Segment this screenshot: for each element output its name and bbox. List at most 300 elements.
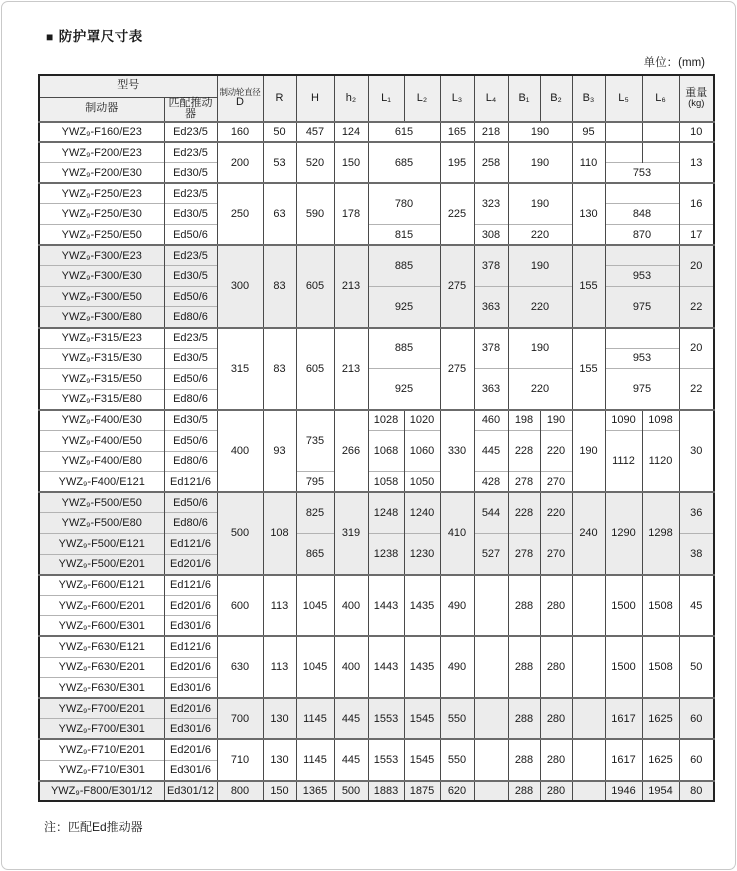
cell-value: 630 <box>217 636 263 698</box>
cell-value: 218 <box>474 122 508 143</box>
cell-model: YWZ₉-F200/E30 <box>39 163 164 184</box>
cell-value: 165 <box>440 122 474 143</box>
cell-thruster: Ed50/6 <box>164 225 217 246</box>
cell-value: 1248 <box>368 492 404 533</box>
cell-value: 155 <box>572 245 605 327</box>
cell-thruster: Ed121/6 <box>164 636 217 657</box>
cell-value: 445 <box>474 431 508 472</box>
cell-thruster: Ed121/6 <box>164 533 217 554</box>
cell-model: YWZ₉-F710/E201 <box>39 739 164 760</box>
cell-value <box>642 142 679 163</box>
cell-model: YWZ₉-F250/E50 <box>39 225 164 246</box>
cell-value: 1045 <box>296 636 334 698</box>
cell-value: 213 <box>334 245 368 327</box>
table-row <box>39 431 714 452</box>
cell-value: 228 <box>508 492 540 533</box>
cell-model: YWZ₉-F500/E121 <box>39 533 164 554</box>
table-row <box>39 781 714 802</box>
cell-value: 753 <box>605 163 679 184</box>
cell-value: 1946 <box>605 781 642 802</box>
cell-value <box>605 328 679 349</box>
cell-value: 1435 <box>404 636 440 698</box>
cell-value: 22 <box>679 286 714 327</box>
col-header-B2: B₂ <box>540 75 572 122</box>
cell-value: 550 <box>440 698 474 739</box>
cell-value: 925 <box>368 369 440 410</box>
table-row <box>39 369 714 390</box>
cell-value: 410 <box>440 492 474 574</box>
cell-value: 363 <box>474 369 508 410</box>
cell-value: 1553 <box>368 698 404 739</box>
cell-thruster: Ed23/5 <box>164 142 217 163</box>
col-header-H: H <box>296 75 334 122</box>
cell-value: 30 <box>679 410 714 492</box>
cell-value: 190 <box>572 410 605 492</box>
cell-value: 457 <box>296 122 334 143</box>
cell-value: 1145 <box>296 739 334 780</box>
table-row <box>39 286 714 307</box>
cell-thruster: Ed301/6 <box>164 678 217 699</box>
cell-thruster: Ed23/5 <box>164 328 217 349</box>
cell-value: 815 <box>368 225 440 246</box>
cell-value <box>605 142 642 163</box>
table-row <box>39 142 714 163</box>
cell-value: 527 <box>474 533 508 574</box>
cell-value: 1500 <box>605 636 642 698</box>
cell-value: 300 <box>217 245 263 327</box>
cell-value: 445 <box>334 698 368 739</box>
cell-thruster: Ed23/5 <box>164 183 217 204</box>
cell-value: 590 <box>296 183 334 245</box>
cell-thruster: Ed80/6 <box>164 389 217 410</box>
cell-value <box>572 698 605 739</box>
cell-thruster: Ed301/6 <box>164 719 217 740</box>
cell-value: 780 <box>368 183 440 224</box>
cell-value: 500 <box>217 492 263 574</box>
cell-value: 460 <box>474 410 508 431</box>
table-row <box>39 636 714 657</box>
cell-value: 319 <box>334 492 368 574</box>
cell-value: 266 <box>334 410 368 492</box>
cell-value: 1883 <box>368 781 404 802</box>
cell-value: 1290 <box>605 492 642 574</box>
cell-value: 195 <box>440 142 474 183</box>
cell-value: 228 <box>508 431 540 472</box>
table-row <box>39 328 714 349</box>
cell-value: 500 <box>334 781 368 802</box>
col-header-L5: L₅ <box>605 75 642 122</box>
cell-value: 1443 <box>368 575 404 637</box>
cell-value: 270 <box>540 533 572 574</box>
cell-value: 278 <box>508 472 540 493</box>
cell-value: 130 <box>263 698 296 739</box>
cell-value: 1365 <box>296 781 334 802</box>
cell-model: YWZ₉-F315/E50 <box>39 369 164 390</box>
cell-value: 16 <box>679 183 714 224</box>
table-row <box>39 183 714 204</box>
cell-value: 280 <box>540 739 572 780</box>
col-header-B3: B₃ <box>572 75 605 122</box>
cell-value: 10 <box>679 122 714 143</box>
cell-value: 50 <box>679 636 714 698</box>
cell-value: 1625 <box>642 739 679 780</box>
cell-value: 1050 <box>404 472 440 493</box>
cell-model: YWZ₉-F600/E121 <box>39 575 164 596</box>
cell-value: 190 <box>508 183 572 224</box>
cell-thruster: Ed50/6 <box>164 286 217 307</box>
cell-value: 490 <box>440 636 474 698</box>
header-row-top <box>39 75 714 97</box>
page-title <box>46 28 737 46</box>
cell-value: 275 <box>440 328 474 410</box>
cell-value: 1875 <box>404 781 440 802</box>
cell-value: 80 <box>679 781 714 802</box>
cell-value: 363 <box>474 286 508 327</box>
table-row <box>39 410 714 431</box>
cell-value: 258 <box>474 142 508 183</box>
col-header-L6: L₆ <box>642 75 679 122</box>
cell-value: 1230 <box>404 533 440 574</box>
col-header-brake: 制动器 <box>39 97 164 122</box>
cell-value: 288 <box>508 698 540 739</box>
cell-value: 22 <box>679 369 714 410</box>
cell-model: YWZ₉-F500/E201 <box>39 554 164 575</box>
cell-value: 544 <box>474 492 508 533</box>
cell-value: 200 <box>217 142 263 183</box>
cell-model: YWZ₉-F700/E301 <box>39 719 164 740</box>
cell-model: YWZ₉-F400/E50 <box>39 431 164 452</box>
cell-value: 1954 <box>642 781 679 802</box>
cell-value: 605 <box>296 245 334 327</box>
cell-value: 275 <box>440 245 474 327</box>
cell-value: 1435 <box>404 575 440 637</box>
cell-value: 378 <box>474 245 508 286</box>
table-body <box>39 122 714 802</box>
cell-model: YWZ₉-F500/E80 <box>39 513 164 534</box>
cell-value: 160 <box>217 122 263 143</box>
cell-value: 280 <box>540 698 572 739</box>
cell-value: 1145 <box>296 698 334 739</box>
cell-model: YWZ₉-F710/E301 <box>39 760 164 781</box>
cell-model: YWZ₉-F315/E80 <box>39 389 164 410</box>
cell-model: YWZ₉-F300/E23 <box>39 245 164 266</box>
cell-value <box>605 183 679 204</box>
cell-value: 735 <box>296 410 334 472</box>
cell-value: 975 <box>605 369 679 410</box>
cell-value: 1028 <box>368 410 404 431</box>
cell-model: YWZ₉-F200/E23 <box>39 142 164 163</box>
cell-value: 975 <box>605 286 679 327</box>
col-header-R: R <box>263 75 296 122</box>
cell-value: 953 <box>605 266 679 287</box>
table-row <box>39 698 714 719</box>
col-header-L3: L₃ <box>440 75 474 122</box>
cell-thruster: Ed201/6 <box>164 595 217 616</box>
cell-model: YWZ₉-F500/E50 <box>39 492 164 513</box>
cell-value: 378 <box>474 328 508 369</box>
cell-value: 220 <box>540 431 572 472</box>
cell-value: 1617 <box>605 698 642 739</box>
cell-value <box>572 739 605 780</box>
cell-thruster: Ed23/5 <box>164 245 217 266</box>
cell-value <box>642 122 679 143</box>
col-header-weight <box>679 75 714 122</box>
title-bullet-icon: ■ <box>46 30 54 44</box>
cell-value: 220 <box>508 286 572 327</box>
cell-value: 1553 <box>368 739 404 780</box>
cell-value: 60 <box>679 698 714 739</box>
spec-table <box>38 74 715 802</box>
col-header-model: 型号 <box>39 75 217 97</box>
cell-value: 315 <box>217 328 263 410</box>
cell-value: 83 <box>263 245 296 327</box>
col-header-weight-unit: (kg) <box>688 98 705 110</box>
cell-value: 20 <box>679 328 714 369</box>
cell-model: YWZ₉-F630/E121 <box>39 636 164 657</box>
cell-value: 323 <box>474 183 508 224</box>
table-header <box>39 75 714 122</box>
cell-value: 38 <box>679 533 714 574</box>
cell-value: 925 <box>368 286 440 327</box>
cell-value <box>474 636 508 698</box>
cell-value: 848 <box>605 204 679 225</box>
col-header-weight-label: 重量 <box>685 86 708 99</box>
cell-thruster: Ed201/6 <box>164 739 217 760</box>
cell-value: 445 <box>334 739 368 780</box>
cell-value <box>474 575 508 637</box>
cell-thruster: Ed80/6 <box>164 451 217 472</box>
table-row <box>39 575 714 596</box>
cell-model: YWZ₉-F700/E201 <box>39 698 164 719</box>
cell-value: 605 <box>296 328 334 410</box>
cell-value <box>572 575 605 637</box>
cell-thruster: Ed301/12 <box>164 781 217 802</box>
col-header-L2: L₂ <box>404 75 440 122</box>
cell-value: 1020 <box>404 410 440 431</box>
cell-value: 288 <box>508 781 540 802</box>
cell-value: 1298 <box>642 492 679 574</box>
cell-thruster: Ed30/5 <box>164 266 217 287</box>
cell-value: 60 <box>679 739 714 780</box>
cell-value: 225 <box>440 183 474 245</box>
cell-value: 50 <box>263 122 296 143</box>
cell-value: 124 <box>334 122 368 143</box>
cell-value: 400 <box>217 410 263 492</box>
cell-value: 308 <box>474 225 508 246</box>
cell-value: 953 <box>605 348 679 369</box>
cell-thruster: Ed201/6 <box>164 657 217 678</box>
cell-value: 1545 <box>404 739 440 780</box>
cell-value: 1443 <box>368 636 404 698</box>
page-title-text: 防护罩尺寸表 <box>58 29 143 44</box>
cell-value: 278 <box>508 533 540 574</box>
cell-value: 1508 <box>642 575 679 637</box>
cell-value: 1112 <box>605 431 642 493</box>
cell-value: 270 <box>540 472 572 493</box>
cell-value: 1240 <box>404 492 440 533</box>
cell-thruster: Ed50/6 <box>164 492 217 513</box>
cell-value: 1238 <box>368 533 404 574</box>
col-header-h2: h₂ <box>334 75 368 122</box>
cell-model: YWZ₉-F300/E80 <box>39 307 164 328</box>
cell-value: 1045 <box>296 575 334 637</box>
cell-value: 1060 <box>404 431 440 472</box>
cell-value: 190 <box>508 142 572 183</box>
cell-value: 520 <box>296 142 334 183</box>
cell-thruster: Ed301/6 <box>164 760 217 781</box>
cell-model: YWZ₉-F600/E201 <box>39 595 164 616</box>
cell-value <box>605 245 679 266</box>
cell-model: YWZ₉-F400/E121 <box>39 472 164 493</box>
cell-value <box>572 636 605 698</box>
cell-value: 213 <box>334 328 368 410</box>
cell-value: 428 <box>474 472 508 493</box>
col-header-L1: L₁ <box>368 75 404 122</box>
cell-model: YWZ₉-F400/E80 <box>39 451 164 472</box>
cell-value: 280 <box>540 636 572 698</box>
cell-model: YWZ₉-F600/E301 <box>39 616 164 637</box>
cell-thruster: Ed30/5 <box>164 410 217 431</box>
table-row <box>39 492 714 513</box>
cell-value: 220 <box>540 492 572 533</box>
table-row <box>39 739 714 760</box>
cell-value: 288 <box>508 575 540 637</box>
cell-value: 825 <box>296 492 334 533</box>
cell-thruster: Ed30/5 <box>164 163 217 184</box>
cell-value: 220 <box>508 369 572 410</box>
cell-value: 130 <box>263 739 296 780</box>
cell-value: 190 <box>540 410 572 431</box>
cell-value: 330 <box>440 410 474 492</box>
cell-thruster: Ed121/6 <box>164 575 217 596</box>
cell-value: 130 <box>572 183 605 245</box>
cell-value: 1508 <box>642 636 679 698</box>
cell-thruster: Ed30/5 <box>164 348 217 369</box>
cell-value: 240 <box>572 492 605 574</box>
col-header-L4: L₄ <box>474 75 508 122</box>
cell-model: YWZ₉-F630/E301 <box>39 678 164 699</box>
cell-value: 45 <box>679 575 714 637</box>
cell-thruster: Ed50/6 <box>164 369 217 390</box>
cell-value: 400 <box>334 636 368 698</box>
cell-value <box>474 781 508 802</box>
cell-value: 288 <box>508 636 540 698</box>
cell-value: 1625 <box>642 698 679 739</box>
cell-value: 190 <box>508 245 572 286</box>
cell-value: 250 <box>217 183 263 245</box>
table-row <box>39 225 714 246</box>
cell-model: YWZ₉-F250/E23 <box>39 183 164 204</box>
cell-value <box>605 122 642 143</box>
cell-thruster: Ed50/6 <box>164 431 217 452</box>
cell-value: 1500 <box>605 575 642 637</box>
cell-value: 685 <box>368 142 440 183</box>
cell-value: 53 <box>263 142 296 183</box>
cell-value: 108 <box>263 492 296 574</box>
cell-value: 150 <box>263 781 296 802</box>
cell-value: 710 <box>217 739 263 780</box>
cell-value: 13 <box>679 142 714 183</box>
table-row <box>39 122 714 143</box>
cell-model: YWZ₉-F250/E30 <box>39 204 164 225</box>
cell-value: 20 <box>679 245 714 286</box>
cell-model: YWZ₉-F160/E23 <box>39 122 164 143</box>
cell-value: 1058 <box>368 472 404 493</box>
cell-value: 885 <box>368 328 440 369</box>
cell-value: 795 <box>296 472 334 493</box>
cell-model: YWZ₉-F800/E301/12 <box>39 781 164 802</box>
cell-value <box>474 739 508 780</box>
cell-value: 885 <box>368 245 440 286</box>
cell-value: 1068 <box>368 431 404 472</box>
cell-value: 600 <box>217 575 263 637</box>
cell-value: 288 <box>508 739 540 780</box>
cell-model: YWZ₉-F300/E50 <box>39 286 164 307</box>
cell-value: 1090 <box>605 410 642 431</box>
cell-model: YWZ₉-F315/E23 <box>39 328 164 349</box>
cell-value: 280 <box>540 575 572 637</box>
cell-thruster: Ed23/5 <box>164 122 217 143</box>
cell-value: 1617 <box>605 739 642 780</box>
cell-value: 150 <box>334 142 368 183</box>
cell-value: 615 <box>368 122 440 143</box>
cell-value: 83 <box>263 328 296 410</box>
cell-model: YWZ₉-F400/E30 <box>39 410 164 431</box>
cell-thruster: Ed301/6 <box>164 616 217 637</box>
cell-model: YWZ₉-F315/E30 <box>39 348 164 369</box>
cell-value: 800 <box>217 781 263 802</box>
cell-value: 198 <box>508 410 540 431</box>
col-header-diameter <box>217 75 263 122</box>
col-header-thruster: 匹配推动器 <box>164 97 217 122</box>
cell-value: 1545 <box>404 698 440 739</box>
cell-value: 95 <box>572 122 605 143</box>
cell-value: 700 <box>217 698 263 739</box>
cell-thruster: Ed201/6 <box>164 698 217 719</box>
cell-value: 490 <box>440 575 474 637</box>
cell-thruster: Ed80/6 <box>164 307 217 328</box>
cell-value: 220 <box>508 225 572 246</box>
cell-value: 110 <box>572 142 605 183</box>
cell-model: YWZ₉-F630/E201 <box>39 657 164 678</box>
cell-value <box>474 698 508 739</box>
cell-value: 550 <box>440 739 474 780</box>
cell-model: YWZ₉-F300/E30 <box>39 266 164 287</box>
cell-value: 190 <box>508 122 572 143</box>
cell-value: 178 <box>334 183 368 245</box>
cell-value: 190 <box>508 328 572 369</box>
col-header-diameter-label: 制动轮直径 <box>219 87 261 98</box>
cell-value: 113 <box>263 636 296 698</box>
cell-value <box>572 781 605 802</box>
cell-value: 865 <box>296 533 334 574</box>
cell-value: 113 <box>263 575 296 637</box>
cell-thruster: Ed30/5 <box>164 204 217 225</box>
cell-value: 93 <box>263 410 296 492</box>
cell-thruster: Ed121/6 <box>164 472 217 493</box>
cell-value: 63 <box>263 183 296 245</box>
cell-value: 280 <box>540 781 572 802</box>
cell-thruster: Ed201/6 <box>164 554 217 575</box>
cell-value: 1098 <box>642 410 679 431</box>
cell-value: 1120 <box>642 431 679 493</box>
cell-value: 400 <box>334 575 368 637</box>
cell-thruster: Ed80/6 <box>164 513 217 534</box>
cell-value: 870 <box>605 225 679 246</box>
cell-value: 36 <box>679 492 714 533</box>
cell-value: 17 <box>679 225 714 246</box>
col-header-B1: B₁ <box>508 75 540 122</box>
